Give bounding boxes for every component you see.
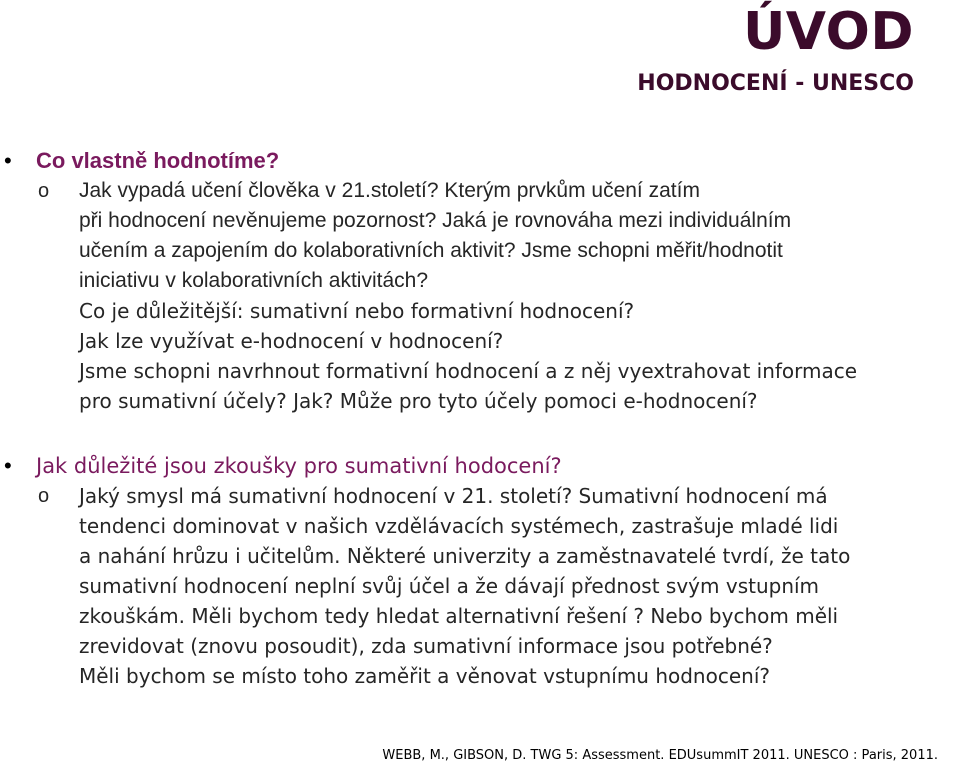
text-line: učením a zapojením do kolaborativních aktivit? Jsme schopni měřit/hodnotit	[79, 239, 783, 262]
text-line: zrevidovat (znovu posoudit), zda sumativní informace jsou potřebné?	[79, 634, 773, 658]
text-line: tendenci dominovat v našich vzdělávacích systémech, zastrašuje mladé lidi	[79, 514, 839, 538]
text-line: při hodnocení nevěnujeme pozornost? Jaká je rovnováha mezi individuálním	[79, 209, 792, 232]
text-line: Co je důležitější: sumativní nebo formativní hodnocení?	[79, 299, 635, 323]
text-line: iniciativu v kolaborativních aktivitách?	[79, 269, 429, 292]
slide-title: ÚVOD	[743, 2, 914, 62]
text-line: Jsme schopni navrhnout formativní hodnocení a z něj vyextrahovat informace	[79, 359, 858, 383]
text-line: Měli bychom se místo toho zaměřit a věnovat vstupnímu hodnocení?	[79, 664, 770, 688]
text-line: Jaký smysl má sumativní hodnocení v 21. století? Sumativní hodnocení má	[79, 484, 828, 508]
text-line: sumativní hodnocení neplní svůj účel a že dávají přednost svým vstupním	[79, 574, 820, 598]
bullet-icon: •	[4, 148, 12, 173]
text-line: zkouškám. Měli bychom tedy hledat alternativní řešení ? Nebo bychom měli	[79, 604, 839, 628]
paragraph-summative-formative	[79, 296, 949, 416]
section-heading-exams-importance: Jak důležité jsou zkoušky pro sumativní hodocení?	[36, 454, 562, 478]
paragraph-21st-century-learning	[79, 176, 949, 296]
paragraph-summative-assessment	[79, 481, 949, 691]
text-line: Jak vypadá učení člověka v 21.století? Kterým prvkům učení zatím	[79, 179, 700, 202]
bullet-icon: •	[4, 453, 12, 478]
reference-citation: WEBB, M., GIBSON, D. TWG 5: Assessment. EDUsummIT 2011. UNESCO : Paris, 2011.	[382, 748, 938, 763]
sub-bullet-icon: o	[38, 485, 50, 507]
slide-subtitle: HODNOCENÍ - UNESCO	[637, 71, 914, 96]
sub-bullet-icon: o	[38, 180, 50, 202]
text-line: a nahání hrůzu i učitelům. Některé univerzity a zaměstnavatelé tvrdí, že tato	[79, 544, 851, 568]
text-line: pro sumativní účely? Jak? Může pro tyto účely pomoci e-hodnocení?	[79, 389, 758, 413]
text-line: Jak lze využívat e-hodnocení v hodnocení?	[79, 329, 504, 353]
section-heading-what-we-assess: Co vlastně hodnotíme?	[36, 148, 280, 173]
